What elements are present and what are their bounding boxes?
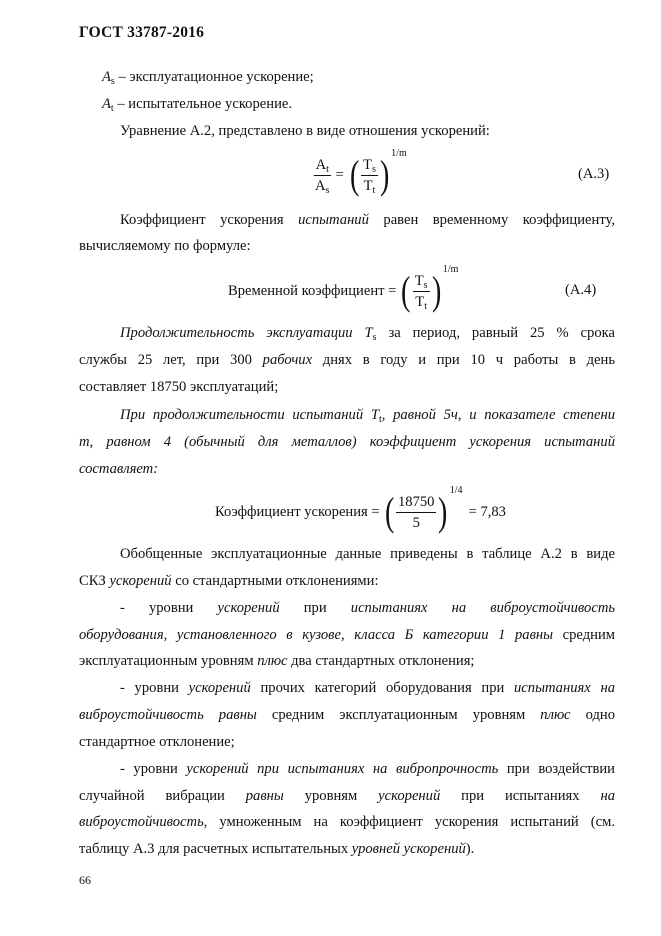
document-code: ГОСТ 33787-2016 [79, 24, 205, 41]
paragraph-operation-line1: Продолжительность эксплуатации $T_s$ за период, равный 25 % срока [120, 325, 615, 343]
bullet1-line1: - уровни ускорений при испытаниях на виброустойчивость [120, 600, 615, 616]
bullet2-line3: стандартное отклонение; [79, 734, 235, 750]
page-number: 66 [79, 873, 91, 887]
equation-a4: Временной коэффициент = ( $\frac{T_s}{T_t}$ ) 1/m [228, 264, 459, 313]
bullet2-line2: виброустойчивость равны средним эксплуатационным уровням плюс одно [79, 707, 615, 723]
equation-a3: $\frac{A_t}{A_s}$ = ( $\frac{T_s}{T_t}$ ) 1/m [315, 148, 407, 197]
time-fraction: $\frac{T_s}{T_t}$ [414, 272, 428, 312]
equation-number-a4: (A.4) [565, 282, 597, 298]
exponent: 1/m [442, 264, 459, 275]
paragraph-test-line3: составляет: [79, 461, 159, 477]
bullet3-line1: - уровни ускорений при испытаниях на вибропрочность при воздействии [120, 761, 615, 777]
paragraph-coefficient-line2: вычисляемому по формуле: [79, 238, 251, 254]
definition-at: $A_t$ – испытательное ускорение. [102, 96, 292, 114]
exponent: 1/4 [449, 485, 463, 496]
hours-fraction: $\frac{18750}{5}$ [397, 493, 435, 531]
paragraph-operation-line3: составляет 18750 эксплуатаций; [79, 379, 279, 395]
time-fraction: $\frac{T_s}{T_t}$ [363, 156, 376, 196]
paragraph-test-line1: При продолжительности испытаний $T_t$, равной 5ч, и показателе степени [120, 407, 615, 425]
paragraph-summary-line1: Обобщенные эксплуатационные данные приведены в таблице А.2 в виде [120, 546, 615, 562]
bullet2-line1: - уровни ускорений прочих категорий оборудования при испытаниях на [120, 680, 615, 696]
paragraph-summary-line2: СКЗ ускорений со стандартными отклонениями: [79, 573, 379, 589]
definition-as: $A_s$ – эксплуатационное ускорение; [102, 69, 314, 87]
ratio-fraction: $\frac{A_t}{A_s}$ [315, 156, 330, 196]
bullet3-line4: таблицу А.3 для расчетных испытательных уровней ускорений). [79, 841, 475, 857]
equation-number-a3: (A.3) [578, 166, 610, 182]
bullet3-line3: виброустойчивость, умноженным на коэффициент ускорения испытаний (см. [79, 814, 615, 830]
paragraph-operation-line2: службы 25 лет, при 300 рабочих днях в году и при 10 ч работы в день [79, 352, 615, 368]
paragraph-equation-intro: Уравнение А.2, представлено в виде отношения ускорений: [120, 123, 490, 139]
equation-acceleration-coefficient: Коэффициент ускорения = ( $\frac{18750}{5}$ ) 1/4 = 7,83 [215, 485, 506, 534]
exponent: 1/m [391, 148, 407, 159]
bullet3-line2: случайной вибрации равны уровням ускорений при испытаниях на [79, 788, 615, 804]
bullet1-line2: оборудования, установленного в кузове, класса Б категории 1 равны средним [79, 627, 615, 643]
paragraph-coefficient-line1: Коэффициент ускорения испытаний равен временному коэффициенту, [120, 212, 616, 228]
paragraph-test-line2: m, равном 4 (обычный для металлов) коэффициент ускорения испытаний [79, 434, 615, 450]
bullet1-line3: эксплуатационным уровням плюс два стандартных отклонения; [79, 653, 475, 669]
